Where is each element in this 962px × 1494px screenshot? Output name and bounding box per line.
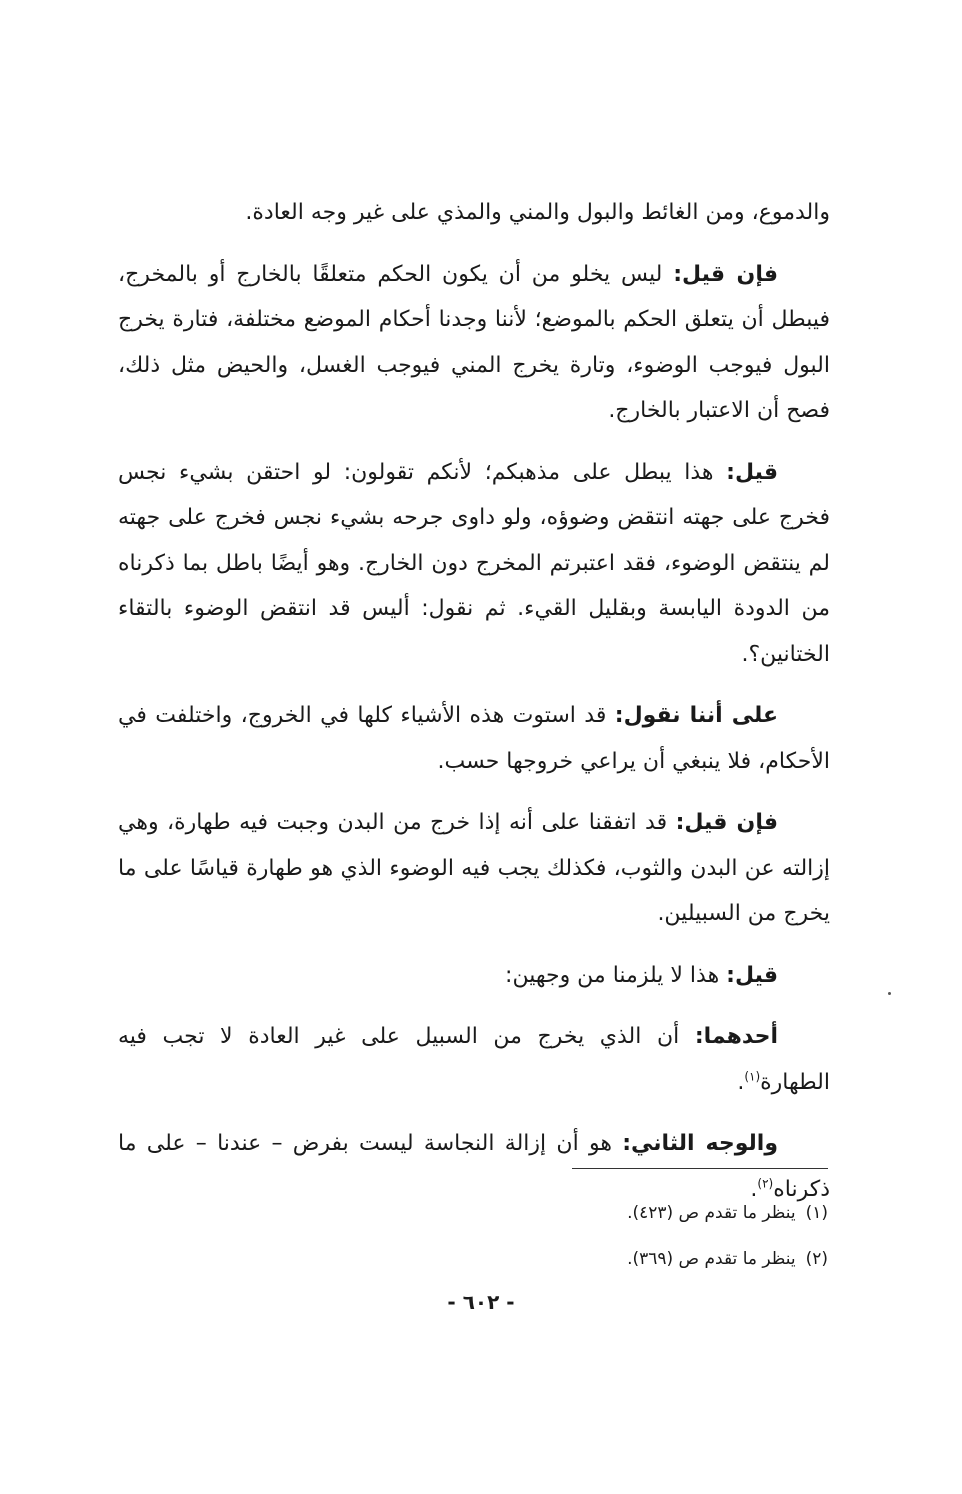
- paragraph-text: قد اتفقنا على أنه إذا خرج من البدن وجبت فيه طهارة، وهي إزالته عن البدن والثوب، فكذلك يجب فيه الوضوء الذي هو طهارة قياسًا على ما يخرج من السبيلين.: [118, 810, 830, 926]
- paragraph-text: أن الذي يخرج من السبيل على غير العادة لا تجب فيه الطهارة: [118, 1024, 830, 1095]
- paragraph-text: هذا يبطل على مذهبكم؛ لأنكم تقولون: لو احتقن بشيء نجس فخرج على جهته انتقض وضوؤه، ولو داوى جرحه بشيء نجس فخرج على جهته لم ينتقض الوضوء، فقد اعتبرتم المخرج دون الخارج. وهو أيضًا باطل بما ذكرناه من الدودة اليابسة وبقليل القيء. ثم نقول: أليس قد انتقض الوضوء بالتقاء الختانين؟.: [118, 459, 830, 667]
- paragraph: [118, 953, 830, 999]
- scan-speck: [888, 992, 891, 995]
- footnote-ref[interactable]: (١): [744, 1069, 761, 1084]
- paragraph-lead: والوجه الثاني:: [622, 1131, 778, 1156]
- paragraph-lead: قيل:: [726, 459, 778, 485]
- paragraph-lead: على أننا نقول:: [614, 703, 778, 728]
- paragraph-tail: .: [737, 1069, 745, 1095]
- footnote-number: (١): [805, 1203, 828, 1223]
- paragraph: [118, 1121, 830, 1212]
- paragraph: [118, 800, 830, 937]
- paragraph-text: قد استوت هذه الأشياء كلها في الخروج، واختلفت في الأحكام، فلا ينبغي أن يراعي خروجها حسب.: [118, 703, 830, 774]
- paragraph-lead: قيل:: [726, 962, 778, 988]
- main-text: [118, 190, 830, 1228]
- paragraph: [118, 1014, 830, 1105]
- paragraph-tail: .: [750, 1176, 758, 1202]
- paragraph-lead: أحدهما:: [694, 1024, 778, 1049]
- paragraph-lead: فإن قيل:: [673, 261, 778, 287]
- paragraph: [118, 190, 830, 236]
- paragraph-lead: فإن قيل:: [675, 810, 778, 835]
- footnote-text: ينظر ما تقدم ص (٣٦٩).: [627, 1249, 796, 1269]
- footnotes: [400, 1202, 828, 1294]
- footnote-number: (٢): [805, 1249, 828, 1269]
- page-number: - ٦٠٢ -: [447, 1290, 515, 1314]
- paragraph-text: ليس يخلو من أن يكون الحكم متعلقًا بالخارج أو بالمخرج، فيبطل أن يتعلق الحكم بالموضع؛ لأننا وجدنا أحكام الموضع مختلفة، فتارة يخرج البول فيوجب الوضوء، وتارة يخرج المني فيوجب الغسل، والحيض مثل ذلك، فصح أن الاعتبار بالخارج.: [118, 261, 830, 423]
- footnote-item: [400, 1248, 828, 1270]
- paragraph-text: هو أن إزالة النجاسة ليست بفرض – عندنا – على ما ذكرناه: [118, 1131, 830, 1202]
- paragraph: [118, 450, 830, 678]
- footnote-text: ينظر ما تقدم ص (٤٢٣).: [627, 1203, 796, 1223]
- paragraph: [118, 693, 830, 784]
- footnote-ref[interactable]: (٢): [757, 1176, 774, 1191]
- paragraph-text: والدموع، ومن الغائط والبول والمني والمذي على غير وجه العادة.: [245, 200, 830, 225]
- footnote-divider: [572, 1168, 828, 1169]
- footnote-item: [400, 1202, 828, 1224]
- paragraph-text: هذا لا يلزمنا من وجهين:: [505, 962, 727, 988]
- paragraph: [118, 252, 830, 434]
